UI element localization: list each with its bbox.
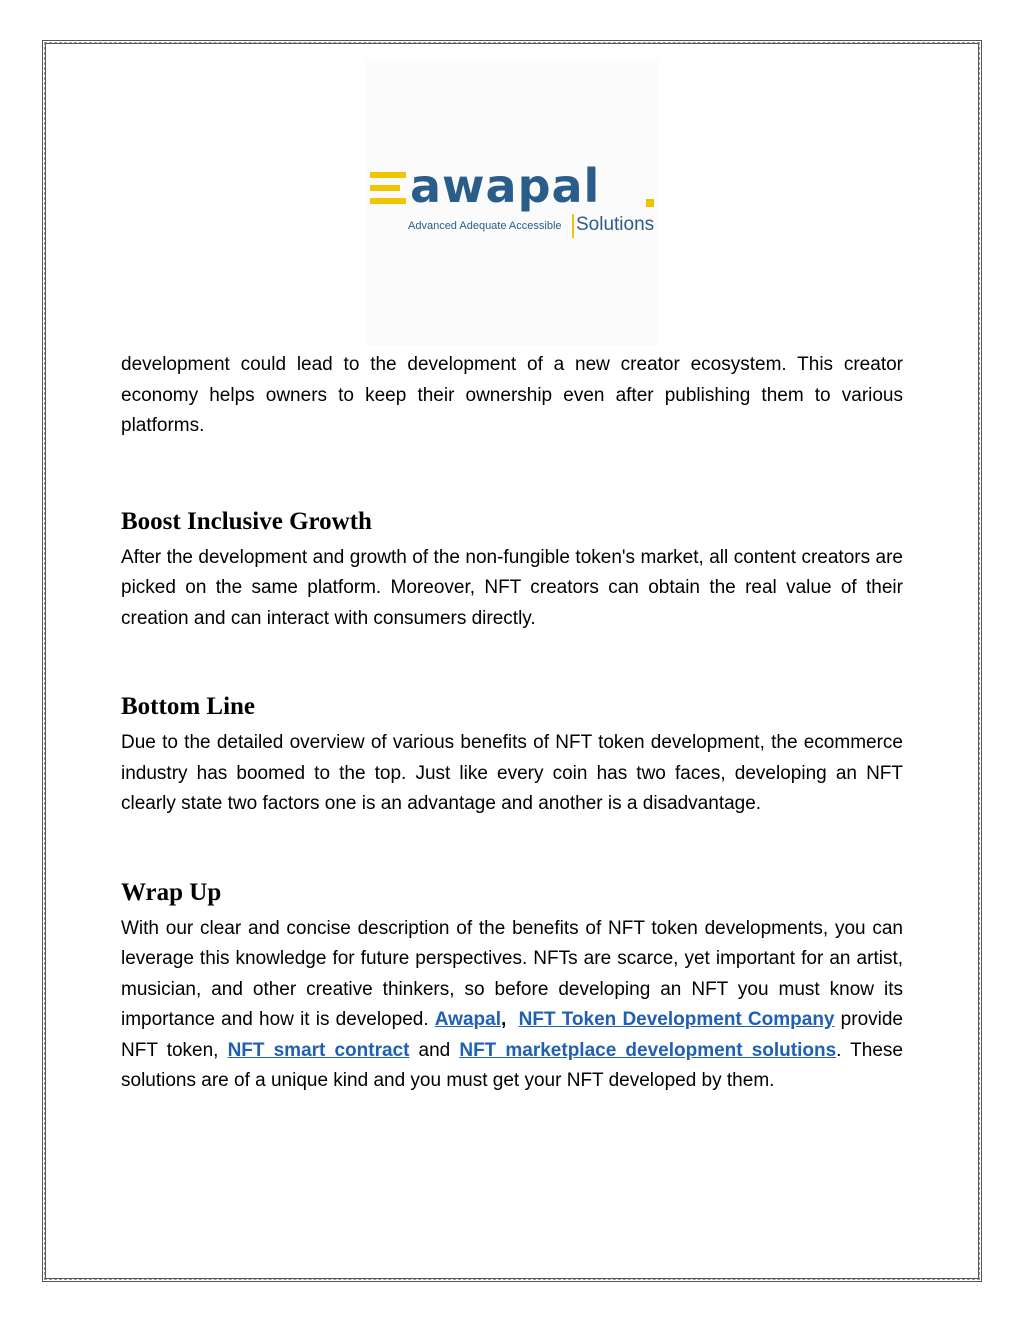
closing-text: . These solutions are of a unique kind and you must get your NFT developed by them. — [121, 1039, 903, 1091]
logo-separator — [572, 214, 574, 238]
company-logo — [366, 60, 658, 346]
paragraph-boost-inclusive-growth: After the development and growth of the non-fungible token's market, all content creators are picked on the same platform. Moreover, NFT creators can obtain the real value of their creation and can interact with consumers directly. — [121, 546, 903, 629]
heading-wrap-up: Wrap Up — [121, 878, 222, 906]
logo-dot — [646, 199, 654, 207]
awapal-link[interactable]: Awapal — [434, 1009, 501, 1030]
paragraph-wrap-up — [121, 914, 903, 1097]
heading-bottom-line: Bottom Line — [121, 693, 256, 720]
nft-marketplace-development-link[interactable]: NFT marketplace development solutions — [459, 1039, 837, 1061]
nft-smart-contract-link[interactable]: NFT smart contract — [227, 1039, 410, 1061]
and-text: and — [409, 1039, 460, 1061]
logo-wordmark: awapal — [410, 159, 601, 213]
logo-stripes-icon — [370, 172, 406, 206]
provide-text: provide NFT token, — [121, 1009, 903, 1061]
link-comma: , — [500, 1009, 507, 1030]
document-body — [121, 350, 903, 1097]
nft-token-development-company-link[interactable]: NFT Token Development Company — [518, 1009, 835, 1030]
intro-paragraph: development could lead to the development of a new creator ecosystem. This creator economy helps owners to keep their ownership even after publishing them to various platforms. — [121, 354, 903, 436]
wrap-up-text: With our clear and concise description of the benefits of NFT token developments, you can leverage this knowledge for future perspectives. NFTs are scarce, yet important for an artist, musician, and other creative thinkers, so before developing an NFT you must know its importance and how it is developed. — [121, 917, 903, 1030]
heading-boost-inclusive-growth: Boost Inclusive Growth — [121, 507, 372, 535]
logo-tagline: Advanced Adequate Accessible — [408, 220, 562, 232]
logo-solutions: Solutions — [576, 214, 655, 235]
paragraph-bottom-line: Due to the detailed overview of various benefits of NFT token development, the ecommerce industry has boomed to the top. Just like every coin has two faces, developing an NFT clearly state two factors one is an advantage and another is a disadvantage. — [121, 732, 903, 814]
